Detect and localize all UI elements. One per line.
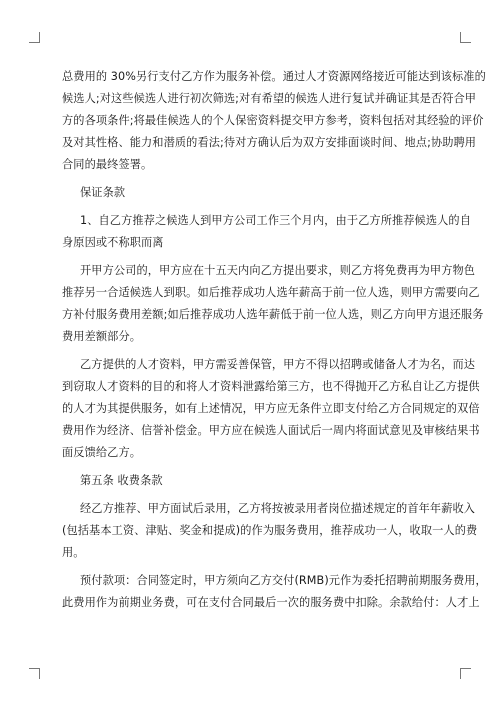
- section-heading-guarantee: 保证条款: [80, 186, 126, 199]
- paragraph-line: 到窃取人才资料的目的和将人才资料泄露给第三方，也不得抛开乙方私自让乙方提供: [62, 380, 480, 393]
- paragraph-line: 方补付服务费用差额;如后推荐成功人选年薪低于前一位人选，则乙方向甲方退还服务: [62, 308, 484, 321]
- crop-mark-bottom-right: [460, 668, 471, 679]
- paragraph-line: 及对其性格、能力和潜质的看法;待对方确认后为双方安排面谈时间、地点;协助聘用: [62, 136, 477, 149]
- section-heading-fees: 第五条 收费条款: [80, 474, 163, 487]
- paragraph-line: 经乙方推荐、甲方面试后录用，乙方将按被录用者岗位描述规定的首年年薪收入: [80, 502, 476, 515]
- paragraph-line: 费用差额部分。: [62, 330, 142, 343]
- paragraph-line: 费用作为经济、信誉补偿金。甲方应在候选人面试后一周内将面试意见及审核结果书: [62, 424, 480, 437]
- crop-mark-top-left: [29, 32, 40, 43]
- crop-mark-top-right: [460, 32, 471, 43]
- paragraph-line: 方的各项条件;将最佳候选人的个人保密资料提交甲方参考，资料包括对其经验的评价: [62, 114, 484, 127]
- paragraph-line: 用。: [62, 546, 85, 559]
- paragraph-line: 推荐另一合适候选人到职。如后推荐成功人选年薪高于前一位人选，则甲方需要向乙: [62, 286, 480, 299]
- paragraph-line: (包括基本工资、津贴、奖金和提成)的作为服务费用，推荐成功一人，收取一人的费: [62, 524, 478, 537]
- paragraph-line: 预付款项：合同签定时，甲方须向乙方交付(RMB)元作为委托招聘前期服务费用，: [80, 574, 487, 587]
- paragraph-line: 1、自乙方推荐之候选人到甲方公司工作三个月内，由于乙方所推荐候选人的自: [80, 214, 471, 227]
- paragraph-line: 的人才为其提供服务，如有上述情况，甲方应无条件立即支付给乙方合同规定的双倍: [62, 402, 480, 415]
- paragraph-line: 合同的最终签署。: [62, 158, 153, 171]
- paragraph-line: 面反馈给乙方。: [62, 446, 142, 459]
- paragraph-line: 此费用作为前期业务费，可在支付合同最后一次的服务费中扣除。余款给付：人才上: [62, 596, 480, 609]
- crop-mark-bottom-left: [29, 668, 40, 679]
- paragraph-line: 身原因或不称职而离: [62, 236, 164, 249]
- document-body: [62, 66, 487, 614]
- paragraph-line: 总费用的 30%另行支付乙方作为服务补偿。通过人才资源网络接近可能达到该标准的: [62, 70, 486, 83]
- paragraph-line: 开甲方公司的，甲方应在十五天内向乙方提出要求，则乙方将免费再为甲方物色: [80, 264, 476, 277]
- paragraph-line: 乙方提供的人才资料，甲方需妥善保管，甲方不得以招聘或储备人才为名，而达: [80, 358, 476, 371]
- paragraph-line: 候选人;对这些候选人进行初次筛选;对有希望的候选人进行复试并确证其是否符合甲: [62, 92, 477, 105]
